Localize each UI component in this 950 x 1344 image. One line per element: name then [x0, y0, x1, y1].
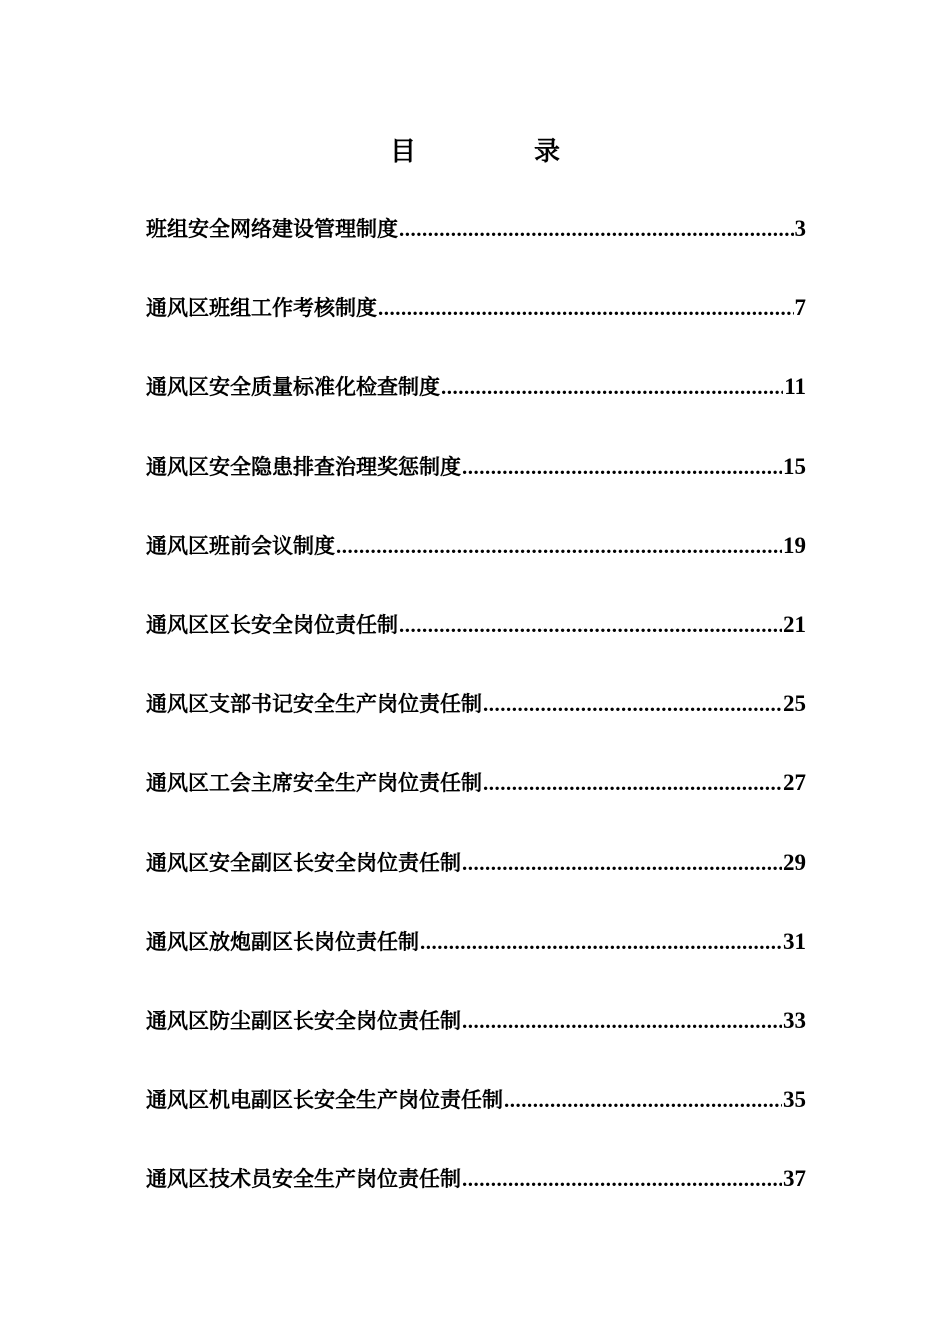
toc-entry[interactable] [146, 212, 806, 291]
toc-entry-text: 通风区放炮副区长岗位责任制 [146, 929, 419, 954]
toc-dot-leader [462, 1004, 782, 1038]
toc-dot-leader [441, 370, 783, 404]
toc-entry-page: 15 [783, 453, 806, 479]
toc-entry-text: 通风区机电副区长安全生产岗位责任制 [146, 1088, 503, 1113]
toc-entry-text: 通风区安全副区长安全岗位责任制 [146, 850, 461, 875]
toc-dot-leader [399, 608, 782, 642]
toc-list [146, 212, 806, 1241]
toc-entry-page: 27 [783, 770, 806, 796]
toc-entry-page: 11 [784, 374, 806, 400]
toc-entry-page: 29 [783, 849, 806, 875]
toc-entry[interactable] [146, 370, 806, 449]
toc-entry-page: 35 [783, 1087, 806, 1113]
toc-entry-page: 3 [794, 216, 806, 241]
toc-dot-leader [420, 925, 782, 959]
toc-entry-text: 班组安全网络建设管理制度 [146, 217, 398, 241]
toc-entry[interactable] [146, 687, 806, 766]
toc-dot-leader [399, 212, 794, 246]
toc-entry[interactable] [146, 529, 806, 608]
toc-entry[interactable] [146, 450, 806, 529]
toc-dot-leader [378, 291, 794, 325]
toc-entry-text: 通风区工会主席安全生产岗位责任制 [146, 771, 482, 796]
toc-dot-leader [462, 450, 782, 484]
toc-dot-leader [483, 766, 782, 800]
toc-entry-text: 通风区班前会议制度 [146, 533, 335, 558]
toc-dot-leader [336, 529, 782, 563]
toc-entry-text: 通风区安全隐患排查治理奖惩制度 [146, 454, 461, 479]
toc-entry-text: 通风区防尘副区长安全岗位责任制 [146, 1008, 461, 1033]
toc-entry[interactable] [146, 925, 806, 1004]
toc-entry-page: 33 [783, 1007, 806, 1033]
toc-dot-leader [483, 687, 782, 721]
toc-entry-text: 通风区班组工作考核制度 [146, 296, 377, 321]
toc-entry-page: 21 [783, 611, 806, 637]
toc-dot-leader [462, 1162, 782, 1196]
toc-dot-leader [504, 1083, 782, 1117]
toc-entry-page: 31 [783, 928, 806, 954]
toc-entry[interactable] [146, 608, 806, 687]
toc-entry[interactable] [146, 766, 806, 845]
toc-entry-page: 37 [783, 1166, 806, 1192]
toc-entry-page: 7 [794, 295, 806, 321]
toc-entry[interactable] [146, 1004, 806, 1083]
toc-entry-text: 通风区支部书记安全生产岗位责任制 [146, 692, 482, 717]
toc-entry[interactable] [146, 846, 806, 925]
toc-entry-text: 通风区技术员安全生产岗位责任制 [146, 1167, 461, 1192]
toc-title: 目 录 [389, 137, 606, 167]
toc-dot-leader [462, 846, 782, 880]
toc-entry-page: 25 [783, 691, 806, 717]
toc-entry-text: 通风区区长安全岗位责任制 [146, 612, 398, 637]
toc-entry[interactable] [146, 291, 806, 370]
toc-entry[interactable] [146, 1083, 806, 1162]
toc-entry[interactable] [146, 1162, 806, 1241]
toc-entry-page: 19 [783, 532, 806, 558]
toc-entry-text: 通风区安全质量标准化检查制度 [146, 375, 440, 400]
